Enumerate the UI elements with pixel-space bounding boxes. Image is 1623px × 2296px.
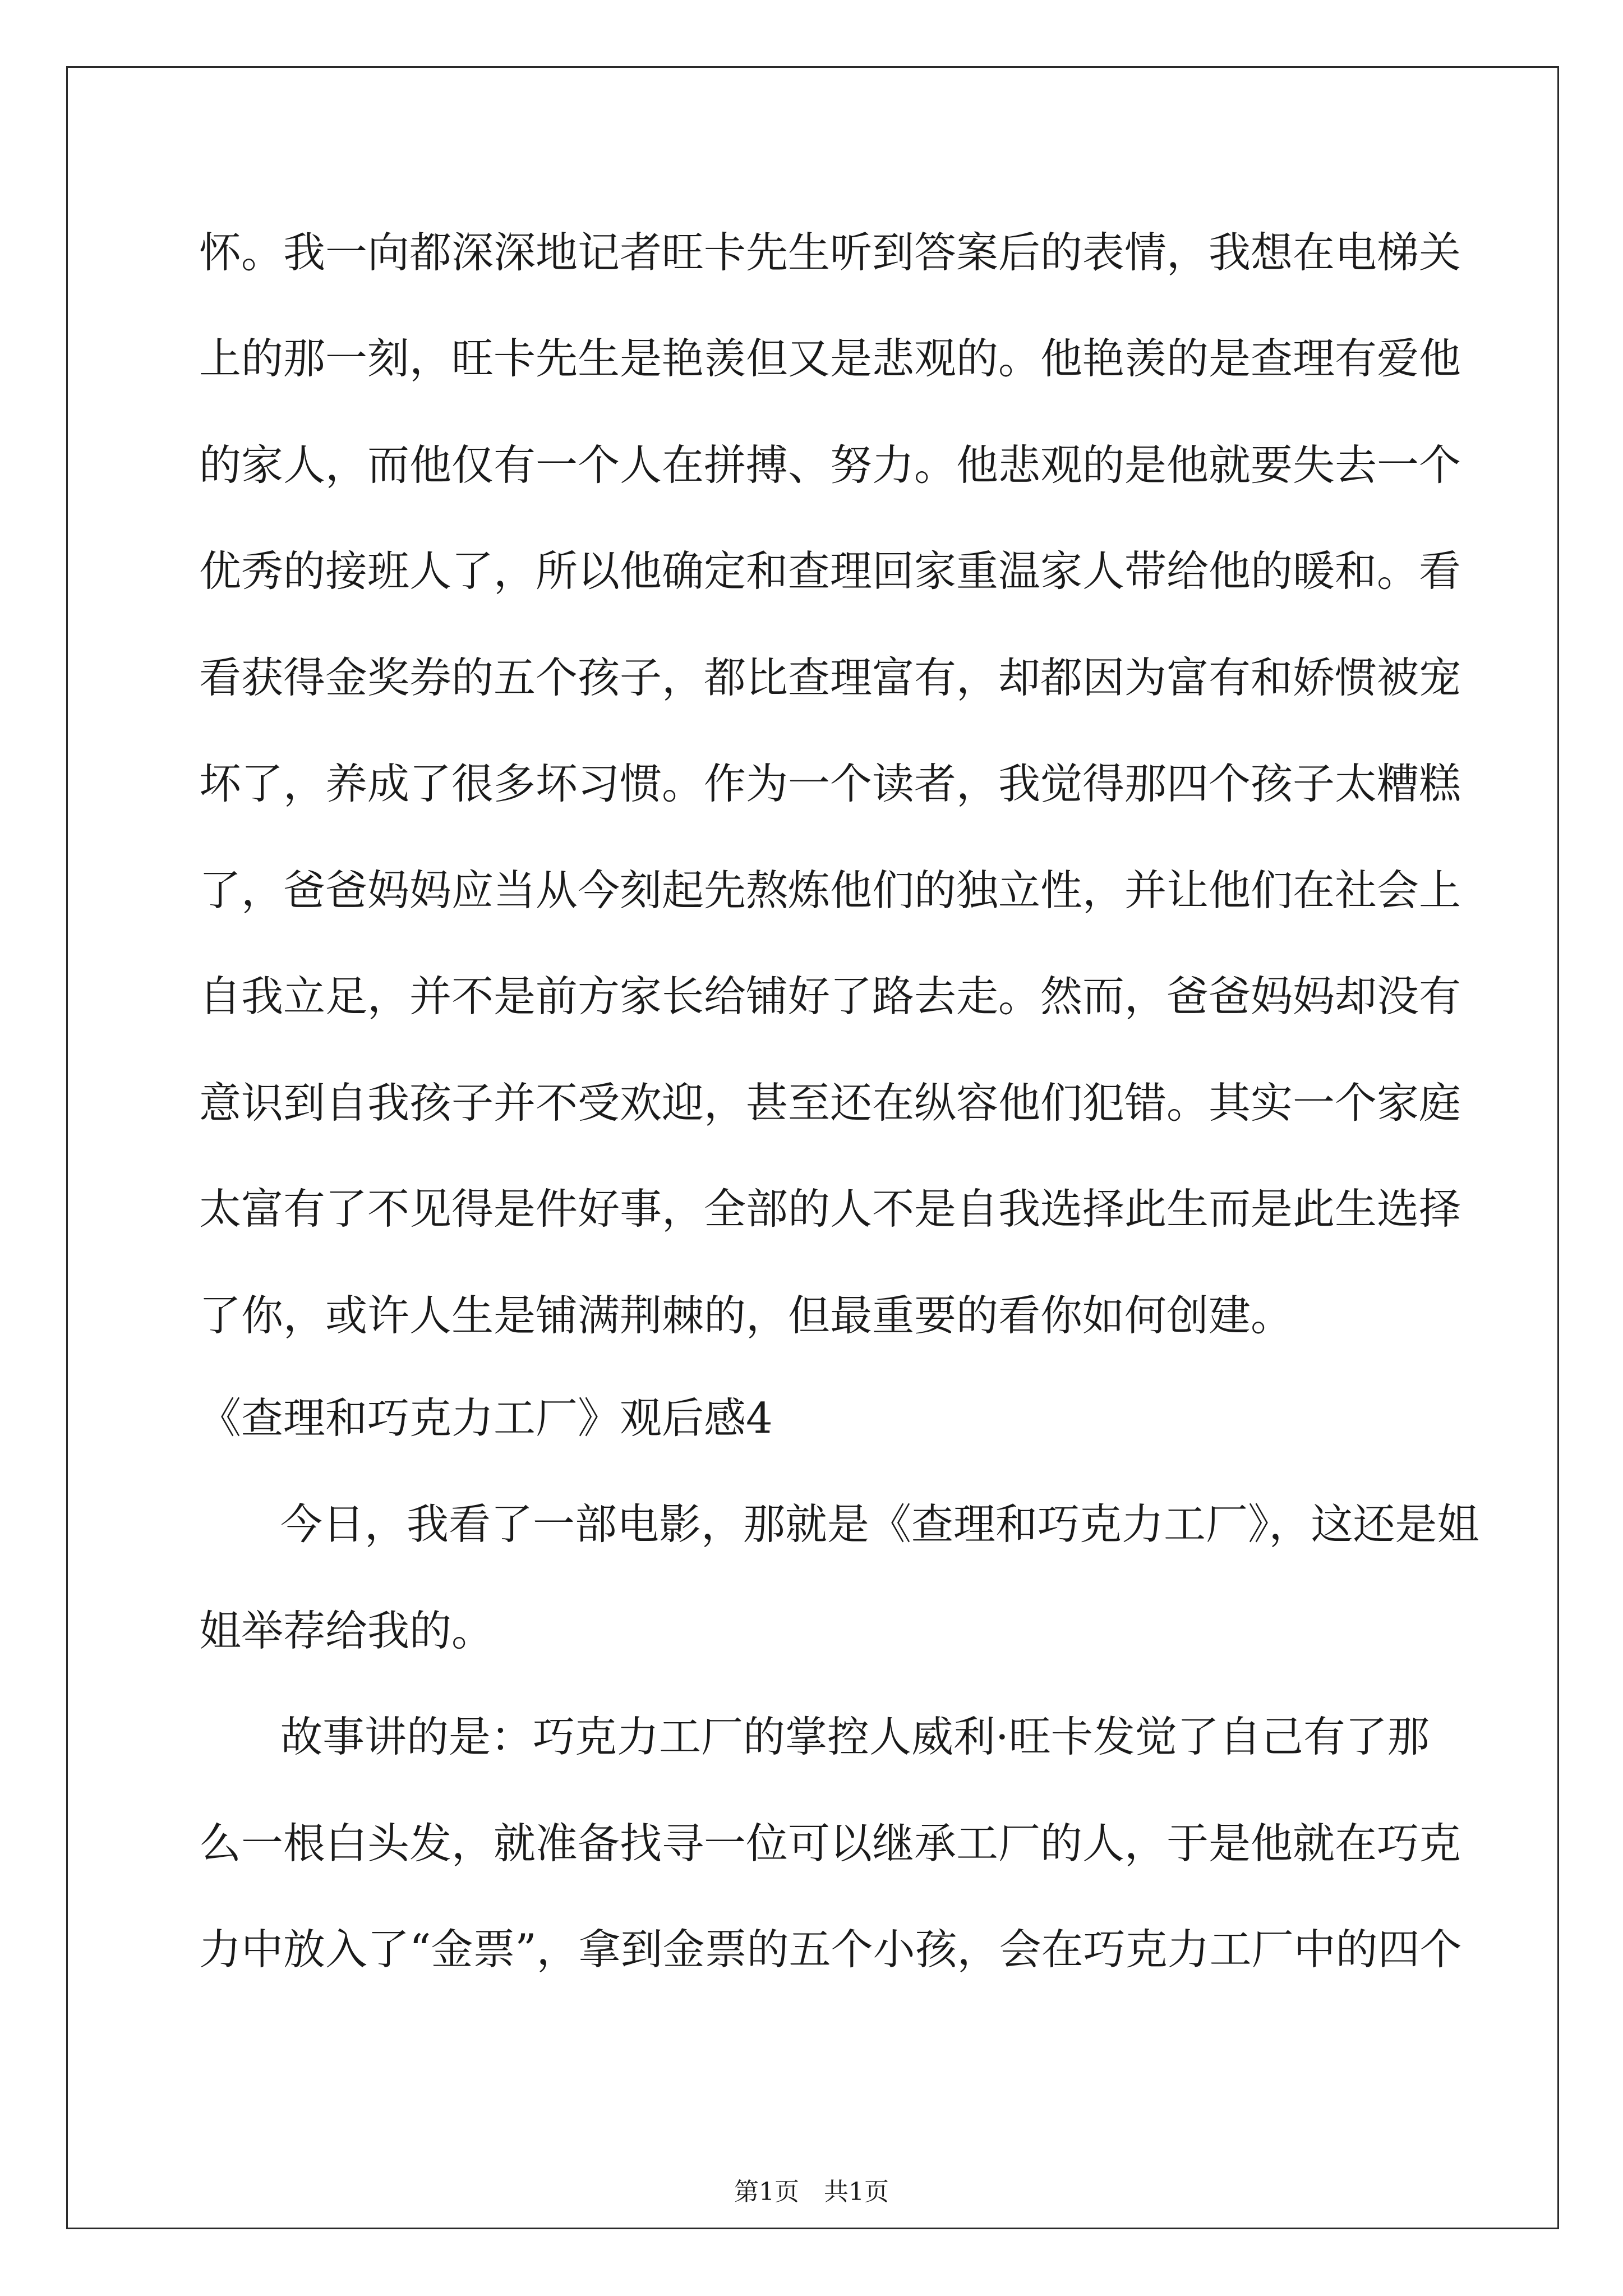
- paragraph-line: 上的那一刻，旺卡先生是艳羡但又是悲观的。他艳羡的是查理有爱他: [199, 334, 1461, 383]
- paragraph-line: 自我立足，并不是前方家长给铺好了路去走。然而，爸爸妈妈却没有: [199, 972, 1461, 1021]
- paragraph-line: 的家人，而他仅有一个人在拼搏、努力。他悲观的是他就要失去一个: [199, 440, 1461, 490]
- paragraph-line: 姐举荐给我的。: [199, 1606, 494, 1655]
- section-heading: 《查理和巧克力工厂》观后感4: [199, 1393, 773, 1443]
- paragraph-line: 怀。我一向都深深地记者旺卡先生听到答案后的表情，我想在电梯关: [199, 228, 1461, 277]
- paragraph-line: 力中放入了“金票”，拿到金票的五个小孩，会在巧克力工厂中的四个: [199, 1925, 1462, 1974]
- paragraph-line: 看获得金奖券的五个孩子，都比查理富有，却都因为富有和娇惯被宠: [199, 653, 1461, 702]
- paragraph-line: 坏了，养成了很多坏习惯。作为一个读者，我觉得那四个孩子太糟糕: [199, 759, 1461, 808]
- paragraph-line: 优秀的接班人了，所以他确定和查理回家重温家人带给他的暖和。看: [199, 546, 1461, 596]
- page-border: [66, 66, 1559, 2229]
- paragraph-line: 意识到自我孩子并不受欢迎，甚至还在纵容他们犯错。其实一个家庭: [199, 1078, 1461, 1128]
- paragraph-line: 太富有了不见得是件好事，全部的人不是自我选择此生而是此生选择: [199, 1184, 1461, 1234]
- paragraph-line: 故事讲的是：巧克力工厂的掌控人威利·旺卡发觉了自己有了那: [280, 1712, 1430, 1761]
- paragraph-line: 今日，我看了一部电影，那就是《查理和巧克力工厂》，这还是姐: [280, 1499, 1479, 1549]
- paragraph-line: 了，爸爸妈妈应当从今刻起先熬炼他们的独立性，并让他们在社会上: [199, 866, 1461, 915]
- paragraph-line: 么一根白头发，就准备找寻一位可以继承工厂的人，于是他就在巧克: [199, 1819, 1461, 1868]
- page-number-footer: 第1页 共1页: [734, 2178, 889, 2206]
- paragraph-line: 了你，或许人生是铺满荆棘的，但最重要的看你如何创建。: [199, 1291, 1293, 1340]
